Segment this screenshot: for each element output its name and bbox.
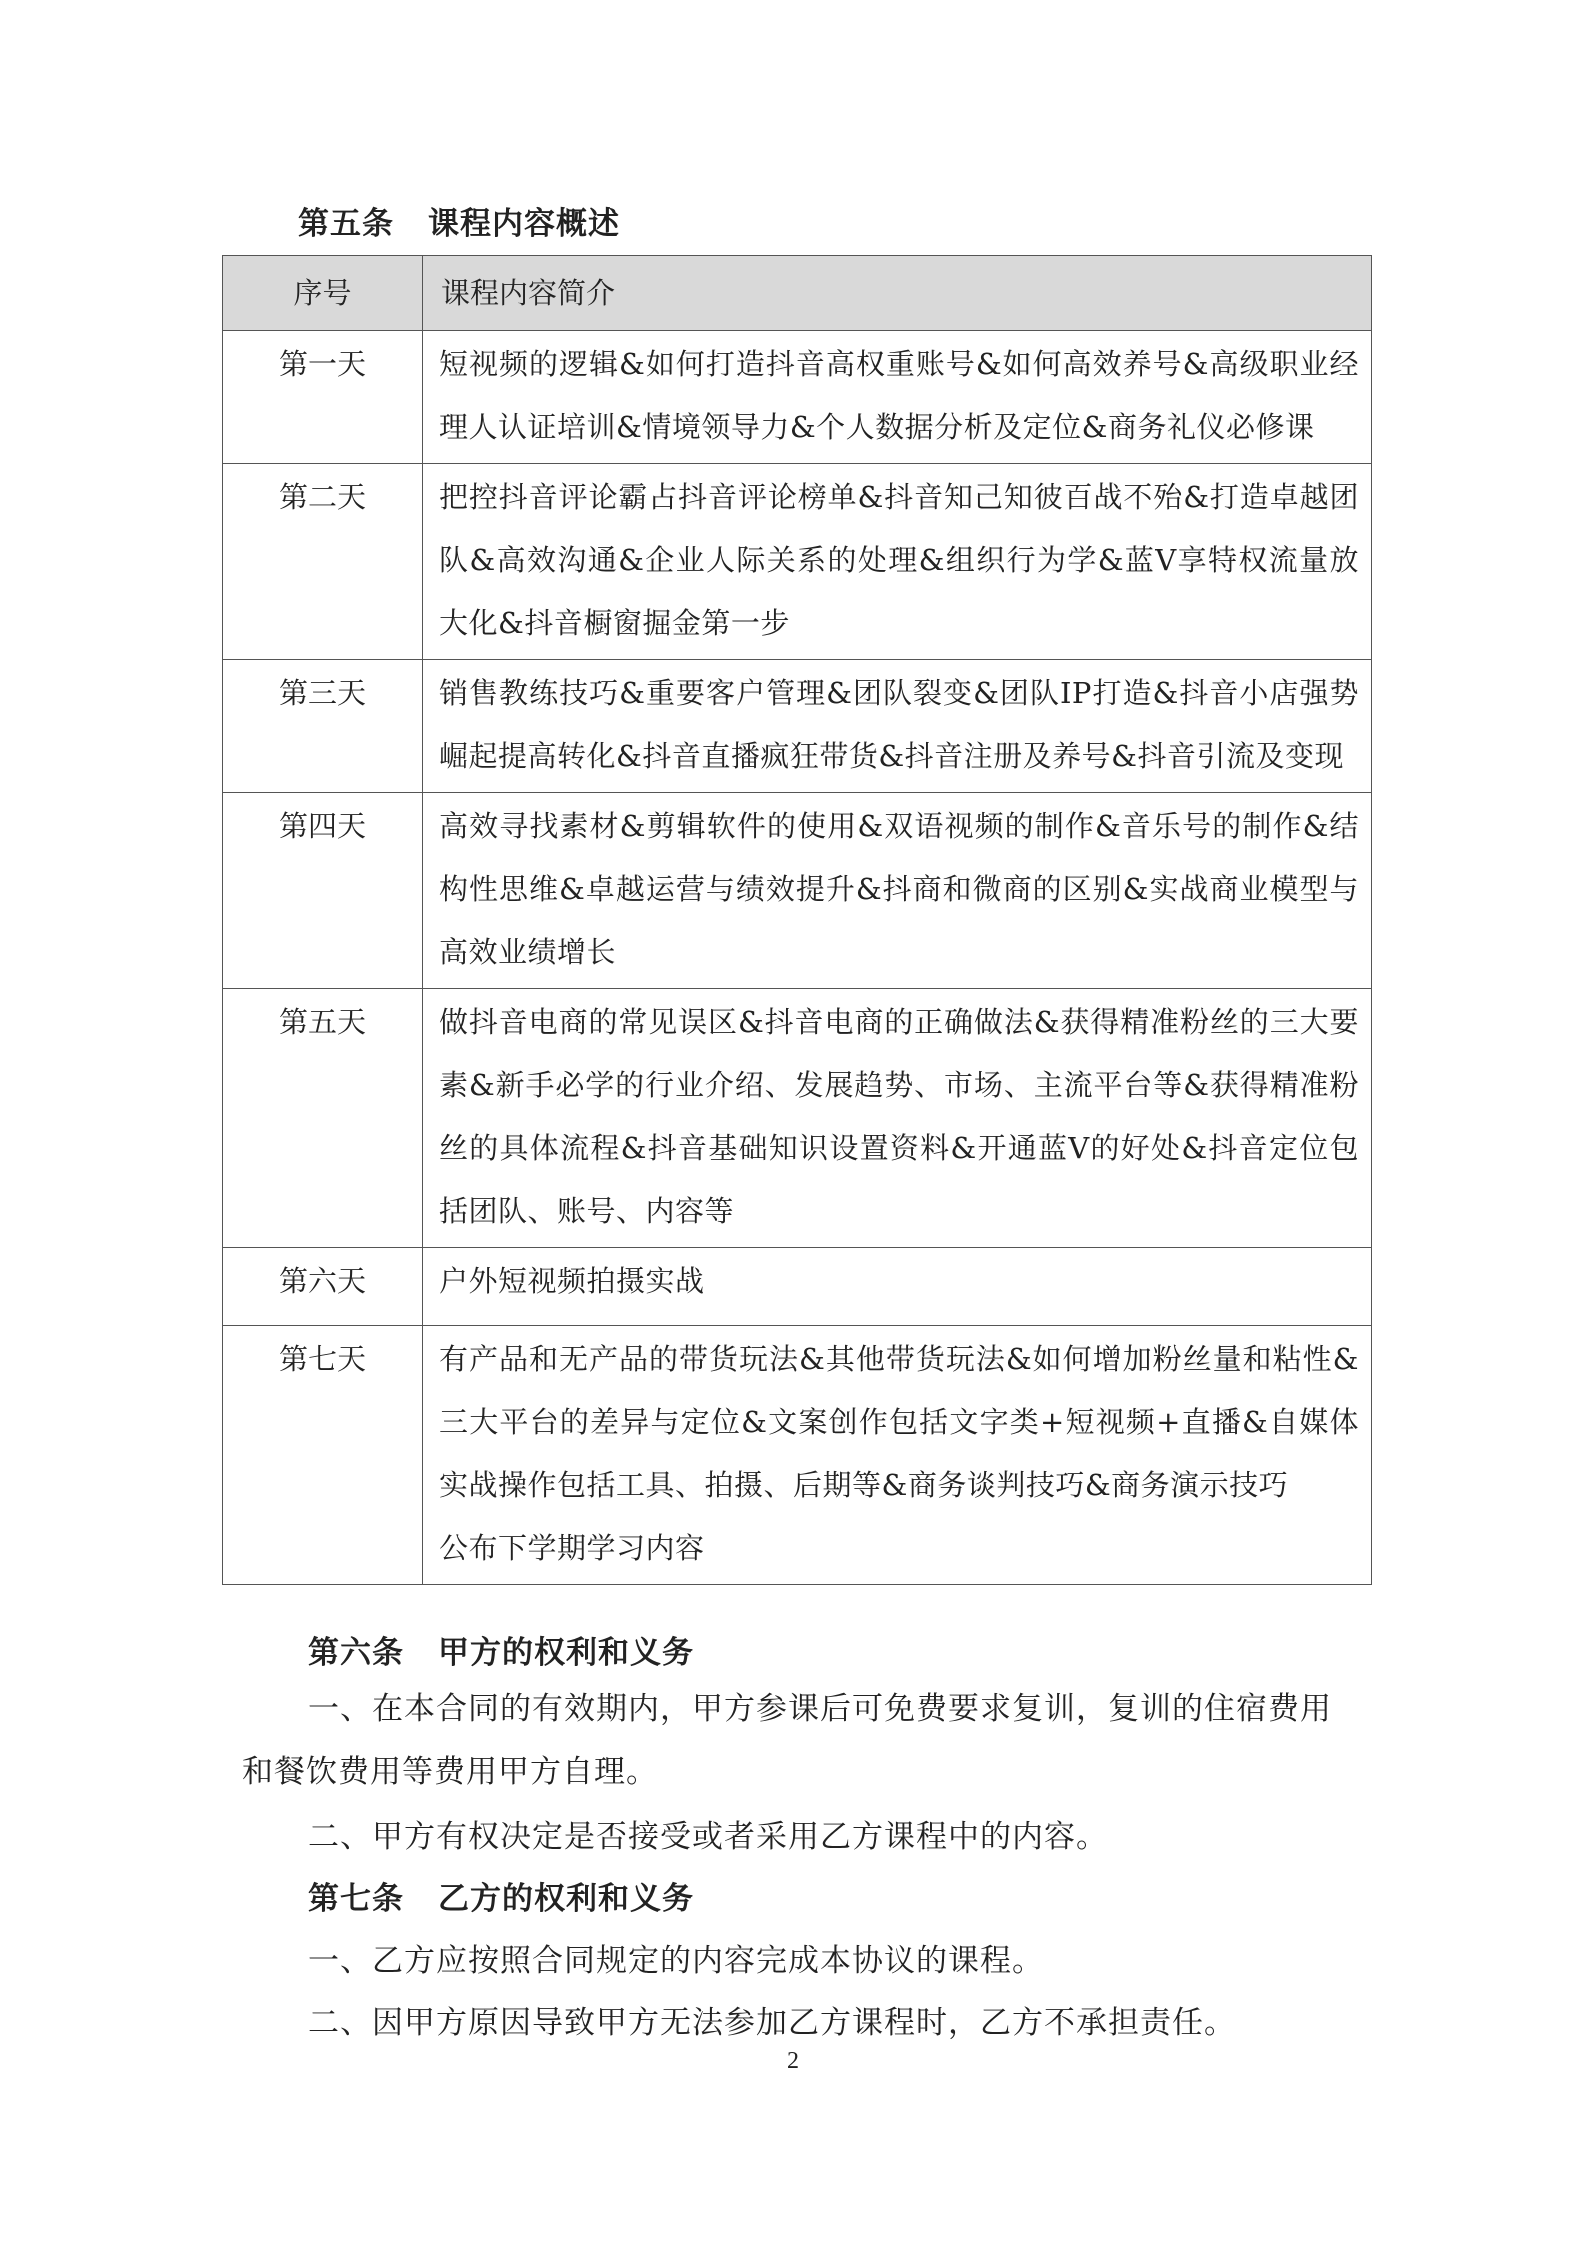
course-table <box>222 255 1372 1585</box>
day-cell: 第四天 <box>223 793 423 989</box>
day-cell: 第五天 <box>223 989 423 1248</box>
table-row <box>223 989 1372 1248</box>
section-6-item-1: 一、在本合同的有效期内，甲方参课后可免费要求复训，复训的住宿费用和餐饮费用等费用甲方自理。 <box>242 1691 1332 1790</box>
content-cell: 户外短视频拍摄实战 <box>423 1248 1372 1326</box>
table-row <box>223 464 1372 660</box>
day-cell: 第一天 <box>223 331 423 464</box>
section-7-heading <box>308 1873 694 1918</box>
table-row <box>223 793 1372 989</box>
content-cell: 销售教练技巧&重要客户管理&团队裂变&团队IP打造&抖音小店强势崛起提高转化&抖音直播疯狂带货&抖音注册及养号&抖音引流及变现 <box>423 660 1372 793</box>
header-content: 课程内容简介 <box>423 256 1372 331</box>
section-7-item-2: 二、因甲方原因导致甲方无法参加乙方课程时，乙方不承担责任。 <box>308 2005 1236 2041</box>
header-no: 序号 <box>223 256 423 331</box>
content-extra-line: 公布下学期学习内容 <box>439 1531 705 1565</box>
content-text: 有产品和无产品的带货玩法&其他带货玩法&如何增加粉丝量和粘性&三大平台的差异与定位&文案创作包括文字类+短视频+直播&自媒体实战操作包括工具、拍摄、后期等&商务谈判技巧&商务演示技巧 <box>439 1342 1359 1502</box>
section-6-number: 第六条 <box>308 1635 404 1671</box>
section-6-item-2: 二、甲方有权决定是否接受或者采用乙方课程中的内容。 <box>308 1819 1108 1855</box>
section-5-heading <box>298 198 620 243</box>
day-cell: 第六天 <box>223 1248 423 1326</box>
section-5-title: 课程内容概述 <box>428 206 620 242</box>
table-row <box>223 331 1372 464</box>
page-number: 2 <box>787 2048 799 2074</box>
day-cell: 第二天 <box>223 464 423 660</box>
table-row <box>223 1248 1372 1326</box>
content-cell <box>423 1326 1372 1585</box>
content-cell: 做抖音电商的常见误区&抖音电商的正确做法&获得精准粉丝的三大要素&新手必学的行业介绍、发展趋势、市场、主流平台等&获得精准粉丝的具体流程&抖音基础知识设置资料&开通蓝V的好处&抖音定位包括团队、账号、内容等 <box>423 989 1372 1248</box>
section-5-number: 第五条 <box>298 206 394 242</box>
day-cell: 第三天 <box>223 660 423 793</box>
content-cell: 把控抖音评论霸占抖音评论榜单&抖音知己知彼百战不殆&打造卓越团队&高效沟通&企业人际关系的处理&组织行为学&蓝V享特权流量放大化&抖音橱窗掘金第一步 <box>423 464 1372 660</box>
section-7-title: 乙方的权利和义务 <box>438 1881 694 1917</box>
table-header-row <box>223 256 1372 331</box>
content-cell: 短视频的逻辑&如何打造抖音高权重账号&如何高效养号&高级职业经理人认证培训&情境领导力&个人数据分析及定位&商务礼仪必修课 <box>423 331 1372 464</box>
day-cell: 第七天 <box>223 1326 423 1585</box>
content-cell: 高效寻找素材&剪辑软件的使用&双语视频的制作&音乐号的制作&结构性思维&卓越运营与绩效提升&抖商和微商的区别&实战商业模型与高效业绩增长 <box>423 793 1372 989</box>
section-6-heading <box>308 1627 694 1672</box>
table-row <box>223 660 1372 793</box>
section-7-number: 第七条 <box>308 1881 404 1917</box>
section-6-title: 甲方的权利和义务 <box>438 1635 694 1671</box>
table-row <box>223 1326 1372 1585</box>
section-7-item-1: 一、乙方应按照合同规定的内容完成本协议的课程。 <box>308 1943 1044 1979</box>
